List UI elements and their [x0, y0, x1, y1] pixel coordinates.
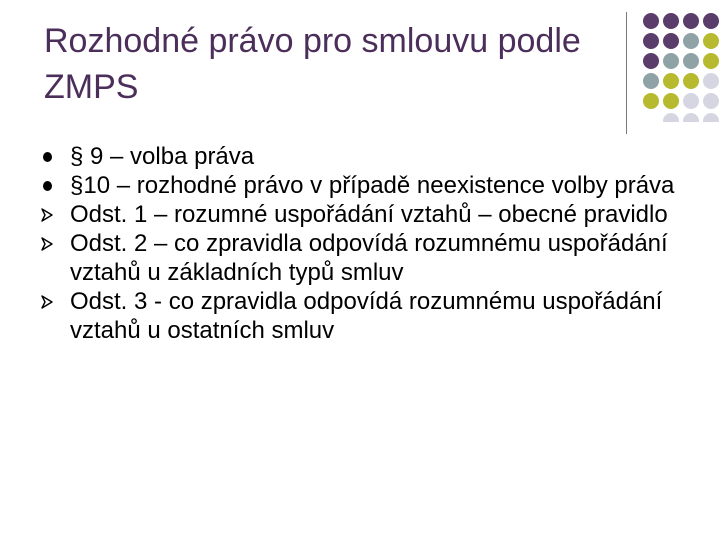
- list-item: [40, 287, 710, 345]
- list-item-text: §10 – rozhodné právo v případě neexistence volby práva: [70, 172, 675, 199]
- list-item: [40, 142, 710, 171]
- decor-dot: [663, 113, 679, 122]
- decor-dot: [703, 93, 719, 109]
- round-bullet-icon: [40, 142, 54, 171]
- arrow-bullet-icon: [40, 287, 54, 316]
- decor-dot: [643, 13, 659, 29]
- decor-dot: [703, 113, 719, 122]
- decor-dot: [703, 13, 719, 29]
- decor-dot: [643, 73, 659, 89]
- arrow-bullet-icon: [40, 229, 54, 258]
- decor-dot: [683, 93, 699, 109]
- list-item: [40, 229, 710, 287]
- bullet-list: [40, 142, 710, 345]
- decor-dot: [703, 53, 719, 69]
- decor-dot: [663, 13, 679, 29]
- decor-dot: [703, 73, 719, 89]
- decor-dot: [683, 73, 699, 89]
- round-bullet-icon: [40, 171, 54, 200]
- list-item-text: Odst. 3 - co zpravidla odpovídá rozumnému uspořádání vztahů u ostatních smluv: [70, 288, 663, 344]
- arrow-bullet-icon: [40, 200, 54, 229]
- list-item-text: Odst. 1 – rozumné uspořádání vztahů – obecné pravidlo: [70, 201, 668, 228]
- slide-title: Rozhodné právo pro smlouvu podle ZMPS: [44, 22, 581, 106]
- decor-dot: [683, 13, 699, 29]
- decor-dot: [683, 53, 699, 69]
- decor-dot: [683, 113, 699, 122]
- decorative-divider: [626, 12, 627, 134]
- list-item-text: § 9 – volba práva: [70, 143, 255, 170]
- list-item-text: Odst. 2 – co zpravidla odpovídá rozumnému uspořádání vztahů u základních typů smluv: [70, 230, 668, 286]
- decor-dot: [663, 73, 679, 89]
- decor-dot: [663, 93, 679, 109]
- decor-dot: [643, 33, 659, 49]
- decor-dot: [643, 53, 659, 69]
- decor-dot: [663, 53, 679, 69]
- list-item: [40, 200, 710, 229]
- list-item: [40, 171, 710, 200]
- decor-dot: [663, 33, 679, 49]
- decor-dot: [683, 33, 699, 49]
- decorative-dot-grid: [637, 12, 720, 122]
- decor-dot: [703, 33, 719, 49]
- decor-dot: [643, 93, 659, 109]
